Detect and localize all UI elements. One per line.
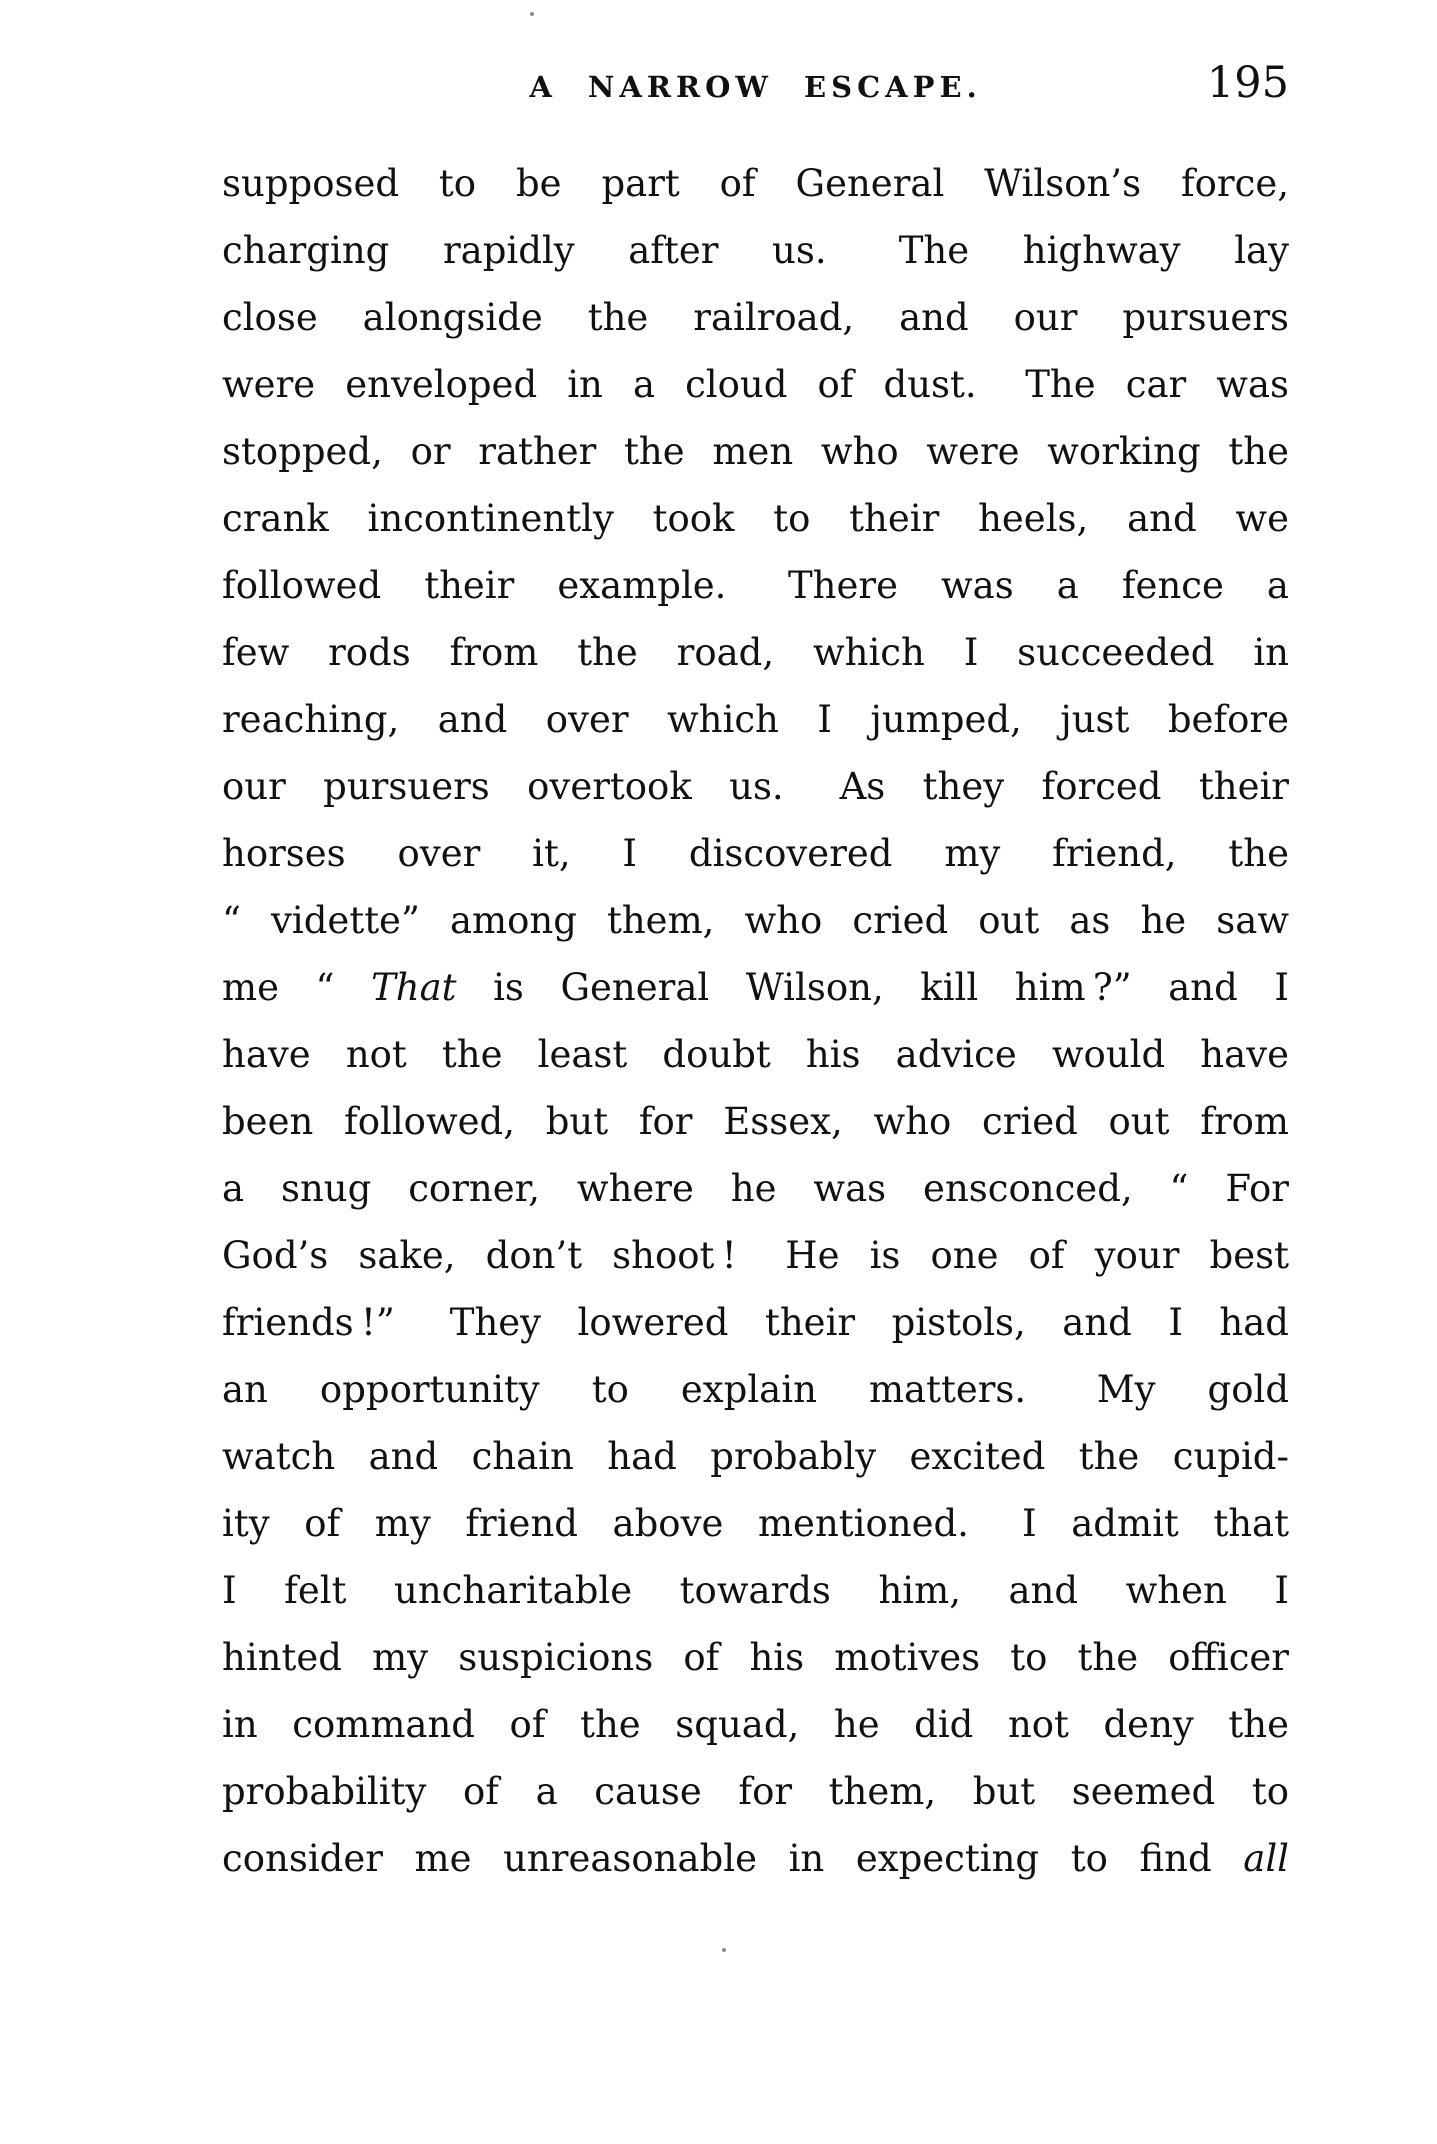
running-title: A NARROW ESCAPE. [529, 70, 982, 104]
text-line [222, 284, 1289, 351]
text-line [222, 1088, 1289, 1155]
text-segment: hinted my suspicions of his motives to the officer [222, 1636, 1289, 1679]
text-line [222, 1825, 1289, 1892]
text-segment: charging rapidly after us. The highway lay [222, 229, 1289, 272]
text-segment: me “ [222, 966, 372, 1009]
text-segment: friends !” They lowered their pistols, and I had [222, 1301, 1289, 1344]
text-line [222, 887, 1289, 954]
text-segment: close alongside the railroad, and our pursuers [222, 296, 1289, 339]
text-line [222, 351, 1289, 418]
body-text [222, 150, 1289, 1892]
text-segment: probability of a cause for them, but seemed to [222, 1770, 1289, 1813]
text-segment: followed their example. There was a fence a [222, 564, 1289, 607]
text-line [222, 753, 1289, 820]
text-line [222, 954, 1289, 1021]
text-line [222, 619, 1289, 686]
text-segment: have not the least doubt his advice would have [222, 1033, 1289, 1076]
text-segment: in command of the squad, he did not deny the [222, 1703, 1289, 1746]
text-segment: supposed to be part of General Wilson’s force, [222, 162, 1289, 205]
text-line [222, 1423, 1289, 1490]
text-line [222, 1289, 1289, 1356]
text-line [222, 1557, 1289, 1624]
text-segment: That [371, 966, 457, 1009]
text-segment: were enveloped in a cloud of dust. The car was [222, 363, 1289, 406]
text-line [222, 217, 1289, 284]
text-segment: all [1243, 1837, 1289, 1880]
text-segment: ity of my friend above mentioned. I admit that [222, 1502, 1289, 1545]
text-segment: few rods from the road, which I succeeded in [222, 631, 1289, 674]
text-line [222, 418, 1289, 485]
text-segment: I felt uncharitable towards him, and when I [222, 1569, 1289, 1612]
text-line [222, 1356, 1289, 1423]
text-line [222, 552, 1289, 619]
scan-speck [722, 1948, 726, 1952]
text-line [222, 686, 1289, 753]
text-segment: reaching, and over which I jumped, just before [222, 698, 1289, 741]
text-segment: God’s sake, don’t shoot ! He is one of your best [222, 1234, 1289, 1277]
text-line [222, 820, 1289, 887]
text-segment: an opportunity to explain matters. My gold [222, 1368, 1289, 1411]
text-line [222, 1624, 1289, 1691]
text-line [222, 485, 1289, 552]
text-line [222, 1691, 1289, 1758]
text-segment: horses over it, I discovered my friend, the [222, 832, 1289, 875]
text-line [222, 1490, 1289, 1557]
text-segment: been followed, but for Essex, who cried out from [222, 1100, 1289, 1143]
text-line [222, 1155, 1289, 1222]
text-line [222, 1222, 1289, 1289]
text-segment: consider me unreasonable in expecting to find [222, 1837, 1244, 1880]
text-segment: crank incontinently took to their heels, and we [222, 497, 1289, 540]
page-header [0, 0, 1437, 130]
page-number: 195 [1206, 58, 1289, 108]
text-line [222, 1021, 1289, 1088]
text-segment: stopped, or rather the men who were working the [222, 430, 1289, 473]
text-segment: is General Wilson, kill him ?” and I [456, 966, 1289, 1009]
text-segment: watch and chain had probably excited the cupid- [222, 1435, 1289, 1478]
scan-speck [530, 12, 534, 16]
text-line [222, 1758, 1289, 1825]
text-segment: our pursuers overtook us. As they forced their [222, 765, 1289, 808]
text-segment: a snug corner, where he was ensconced, “ For [222, 1167, 1289, 1210]
text-line [222, 150, 1289, 217]
text-segment: “ vidette” among them, who cried out as he saw [222, 899, 1289, 942]
